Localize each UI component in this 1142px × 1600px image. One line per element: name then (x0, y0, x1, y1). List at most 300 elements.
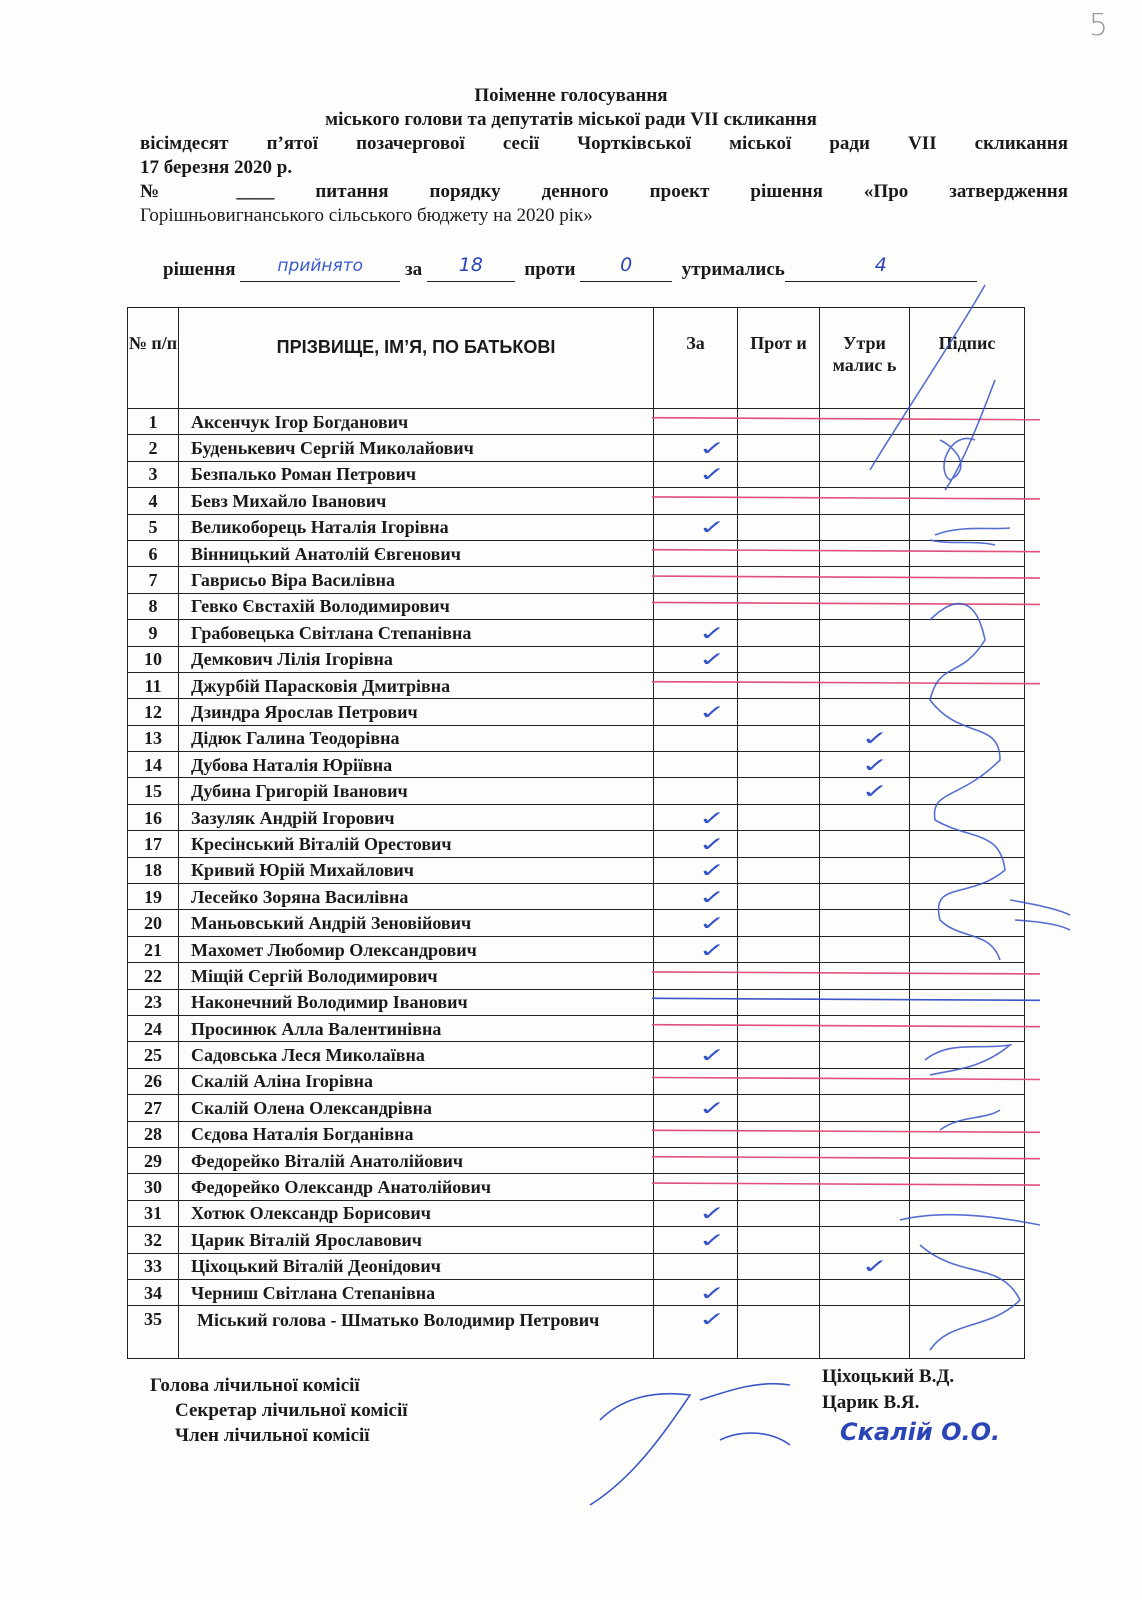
row-number: 26 (128, 1068, 179, 1094)
secretary-name: Царик В.Я. (822, 1392, 920, 1413)
vote-for-cell (654, 620, 738, 646)
vote-abstained-cell (820, 752, 910, 778)
table-row (128, 540, 1025, 566)
deputy-name: Безпалько Роман Петрович (179, 461, 654, 487)
row-number: 2 (128, 435, 179, 461)
signature-cell (910, 1121, 1025, 1147)
table-row (128, 514, 1025, 540)
signature-cell (910, 620, 1025, 646)
check-mark-icon: ✓ (698, 1280, 726, 1305)
deputy-name: Дубова Наталія Юріївна (179, 752, 654, 778)
deputy-name: Гаврисьо Віра Василівна (179, 567, 654, 593)
vote-against-cell (738, 1068, 820, 1094)
vote-abstained-cell (820, 540, 910, 566)
for-count: 18 (458, 254, 483, 276)
table-row (128, 1279, 1025, 1305)
table-row (128, 409, 1025, 435)
vote-for-cell (654, 514, 738, 540)
deputy-name: Дзиндра Ярослав Петрович (179, 699, 654, 725)
vote-against-cell (738, 672, 820, 698)
vote-against-cell (738, 435, 820, 461)
vote-against-cell (738, 1253, 820, 1279)
signature-cell (910, 989, 1025, 1015)
deputy-name: Буденькевич Сергій Миколайович (179, 435, 654, 461)
vote-for-cell (654, 1095, 738, 1121)
signature-cell (910, 1227, 1025, 1253)
vote-abstained-cell (820, 963, 910, 989)
vote-for-cell (654, 831, 738, 857)
signature-cell (910, 1174, 1025, 1200)
date-line: 17 березня 2020 р. (140, 157, 293, 178)
vote-for-cell (654, 857, 738, 883)
row-number: 23 (128, 989, 179, 1015)
vote-for-cell (654, 989, 738, 1015)
row-number: 31 (128, 1200, 179, 1226)
table-row (128, 989, 1025, 1015)
vote-against-cell (738, 1015, 820, 1041)
check-mark-icon: ✓ (861, 752, 889, 777)
vote-abstained-cell (820, 1227, 910, 1253)
vote-against-cell (738, 593, 820, 619)
vote-against-cell (738, 1147, 820, 1173)
vote-abstained-cell (820, 857, 910, 883)
vote-abstained-cell (820, 989, 910, 1015)
signature-cell (910, 540, 1025, 566)
for-label: за (405, 259, 423, 280)
vote-against-cell (738, 1306, 820, 1359)
signature-cell (910, 936, 1025, 962)
deputy-name: Бевз Михайло Іванович (179, 488, 654, 514)
check-mark-icon: ✓ (698, 884, 726, 909)
table-row (128, 461, 1025, 487)
deputy-name: Дідюк Галина Теодорівна (179, 725, 654, 751)
row-number: 10 (128, 646, 179, 672)
table-row (128, 620, 1025, 646)
vote-for-cell (654, 1227, 738, 1253)
signature-cell (910, 1200, 1025, 1226)
row-number: 11 (128, 672, 179, 698)
table-row (128, 646, 1025, 672)
table-row (128, 831, 1025, 857)
against-label: проти (524, 259, 576, 280)
vote-for-cell (654, 910, 738, 936)
vote-against-cell (738, 1279, 820, 1305)
vote-against-cell (738, 514, 820, 540)
vote-against-cell (738, 857, 820, 883)
vote-for-cell (654, 804, 738, 830)
vote-abstained-cell (820, 1095, 910, 1121)
check-mark-icon: ✓ (698, 515, 726, 540)
decision-result-blank (240, 256, 400, 282)
vote-abstained-cell (820, 778, 910, 804)
deputy-name: Черниш Світлана Степанівна (179, 1279, 654, 1305)
vote-abstained-cell (820, 1068, 910, 1094)
table-row (128, 1253, 1025, 1279)
vote-for-cell (654, 1279, 738, 1305)
deputy-name: Хотюк Олександр Борисович (179, 1200, 654, 1226)
table-row (128, 1095, 1025, 1121)
check-mark-icon: ✓ (698, 462, 726, 487)
deputy-name: Грабовецька Світлана Степанівна (179, 620, 654, 646)
header-name: ПРІЗВИЩЕ, ІМ’Я, ПО БАТЬКОВІ (179, 308, 654, 409)
table-row (128, 725, 1025, 751)
for-count-blank (427, 254, 515, 282)
table-row (128, 1306, 1025, 1359)
vote-against-cell (738, 567, 820, 593)
table-row (128, 778, 1025, 804)
deputy-name: Федорейко Олександр Анатолійович (179, 1174, 654, 1200)
deputy-name: Сєдова Наталія Богданівна (179, 1121, 654, 1147)
vote-for-cell (654, 461, 738, 487)
deputy-name: Скалій Олена Олександрівна (179, 1095, 654, 1121)
row-number: 34 (128, 1279, 179, 1305)
row-number: 15 (128, 778, 179, 804)
vote-against-cell (738, 778, 820, 804)
vote-for-cell (654, 1121, 738, 1147)
vote-for-cell (654, 567, 738, 593)
commission-signature (720, 1433, 790, 1445)
check-mark-icon: ✓ (698, 911, 726, 936)
vote-for-cell (654, 540, 738, 566)
signature-cell (910, 1147, 1025, 1173)
commission-signature (590, 1384, 790, 1505)
vote-for-cell (654, 1200, 738, 1226)
table-row (128, 1015, 1025, 1041)
table-row (128, 936, 1025, 962)
check-mark-icon: ✓ (698, 1201, 726, 1226)
vote-abstained-cell (820, 1121, 910, 1147)
deputy-name: Садовська Леся Миколаївна (179, 1042, 654, 1068)
signature-cell (910, 699, 1025, 725)
abstained-count-blank (785, 254, 977, 282)
vote-against-cell (738, 1095, 820, 1121)
table-row (128, 488, 1025, 514)
check-mark-icon: ✓ (698, 1227, 726, 1252)
row-number: 22 (128, 963, 179, 989)
row-number: 30 (128, 1174, 179, 1200)
table-row (128, 752, 1025, 778)
table-row (128, 1174, 1025, 1200)
row-number: 7 (128, 567, 179, 593)
deputy-name: Лесейко Зоряна Василівна (179, 884, 654, 910)
against-count: 0 (620, 254, 633, 276)
table-row (128, 1200, 1025, 1226)
row-number: 25 (128, 1042, 179, 1068)
vote-abstained-cell (820, 1042, 910, 1068)
table-row (128, 593, 1025, 619)
signature-cell (910, 514, 1025, 540)
table-body (128, 409, 1025, 1359)
check-mark-icon: ✓ (698, 937, 726, 962)
vote-against-cell (738, 409, 820, 435)
roll-call-table (127, 307, 1025, 1359)
vote-abstained-cell (820, 910, 910, 936)
row-number: 13 (128, 725, 179, 751)
check-mark-icon: ✓ (698, 620, 726, 645)
secretary-label: Секретар лічильної комісії (175, 1400, 408, 1421)
vote-for-cell (654, 936, 738, 962)
vote-against-cell (738, 936, 820, 962)
decision-label: рішення (163, 259, 236, 280)
vote-for-cell (654, 752, 738, 778)
table-row (128, 435, 1025, 461)
row-number: 28 (128, 1121, 179, 1147)
vote-for-cell (654, 593, 738, 619)
row-number: 4 (128, 488, 179, 514)
agenda-text: № ____ питання порядку денного проект рішення «Про затвердження (140, 181, 1068, 202)
table-row (128, 963, 1025, 989)
vote-against-cell (738, 1042, 820, 1068)
vote-abstained-cell (820, 488, 910, 514)
vote-for-cell (654, 963, 738, 989)
deputy-name: Аксенчук Ігор Богданович (179, 409, 654, 435)
vote-abstained-cell (820, 1174, 910, 1200)
signature-cell (910, 857, 1025, 883)
header-for: За (654, 308, 738, 409)
signature-cell (910, 804, 1025, 830)
chair-name: Ціхоцький В.Д. (822, 1366, 955, 1387)
row-number: 33 (128, 1253, 179, 1279)
vote-for-cell (654, 646, 738, 672)
vote-abstained-cell (820, 884, 910, 910)
check-mark-icon: ✓ (698, 1307, 726, 1332)
signature-cell (910, 593, 1025, 619)
vote-abstained-cell (820, 831, 910, 857)
table-row (128, 672, 1025, 698)
vote-abstained-cell (820, 1015, 910, 1041)
signature-cell (910, 1042, 1025, 1068)
check-mark-icon: ✓ (698, 436, 726, 461)
document-title: Поіменне голосування (474, 85, 668, 106)
decision-result-handwritten: прийнято (277, 256, 364, 276)
vote-abstained-cell (820, 593, 910, 619)
vote-abstained-cell (820, 1147, 910, 1173)
table-row (128, 1121, 1025, 1147)
row-number: 16 (128, 804, 179, 830)
vote-abstained-cell (820, 804, 910, 830)
table-row (128, 699, 1025, 725)
row-number: 12 (128, 699, 179, 725)
row-number: 8 (128, 593, 179, 619)
signature-cell (910, 884, 1025, 910)
table-row (128, 1227, 1025, 1253)
check-mark-icon: ✓ (698, 805, 726, 830)
row-number: 29 (128, 1147, 179, 1173)
vote-for-cell (654, 1042, 738, 1068)
signature-cell (910, 910, 1025, 936)
table-row (128, 1147, 1025, 1173)
header-signature: Підпис (910, 308, 1025, 409)
vote-for-cell (654, 435, 738, 461)
vote-against-cell (738, 963, 820, 989)
row-number: 24 (128, 1015, 179, 1041)
check-mark-icon: ✓ (698, 647, 726, 672)
vote-abstained-cell (820, 567, 910, 593)
header-number: № п/п (128, 308, 179, 409)
deputy-name: Федорейко Віталій Анатолійович (179, 1147, 654, 1173)
vote-for-cell (654, 1147, 738, 1173)
check-mark-icon: ✓ (698, 699, 726, 724)
check-mark-icon: ✓ (698, 1095, 726, 1120)
vote-against-cell (738, 699, 820, 725)
signature-cell (910, 831, 1025, 857)
vote-for-cell (654, 488, 738, 514)
vote-for-cell (654, 884, 738, 910)
deputy-name: Демкович Лілія Ігорівна (179, 646, 654, 672)
signature-cell (910, 672, 1025, 698)
row-number: 19 (128, 884, 179, 910)
vote-against-cell (738, 831, 820, 857)
vote-against-cell (738, 620, 820, 646)
vote-against-cell (738, 910, 820, 936)
deputy-name: Маньовський Андрій Зеновійович (179, 910, 654, 936)
agenda-line-2: Горішньовигнанського сільського бюджету на 2020 рік» (140, 205, 593, 226)
deputy-name: Міщій Сергій Володимирович (179, 963, 654, 989)
vote-abstained-cell (820, 699, 910, 725)
signature-cell (910, 752, 1025, 778)
vote-for-cell (654, 672, 738, 698)
deputy-name: Великоборець Наталія Ігорівна (179, 514, 654, 540)
deputy-name: Гевко Євстахій Володимирович (179, 593, 654, 619)
signature-cell (910, 435, 1025, 461)
signature-cell (910, 725, 1025, 751)
deputy-name: Ціхоцький Віталій Деонідович (179, 1253, 654, 1279)
row-number: 14 (128, 752, 179, 778)
signature-cell (910, 461, 1025, 487)
vote-abstained-cell (820, 514, 910, 540)
table-row (128, 567, 1025, 593)
vote-against-cell (738, 1121, 820, 1147)
vote-against-cell (738, 725, 820, 751)
vote-for-cell (654, 1306, 738, 1359)
deputy-name: Царик Віталій Ярославович (179, 1227, 654, 1253)
row-number: 18 (128, 857, 179, 883)
row-number: 32 (128, 1227, 179, 1253)
vote-abstained-cell (820, 1253, 910, 1279)
vote-against-cell (738, 488, 820, 514)
row-number: 9 (128, 620, 179, 646)
table-row (128, 1068, 1025, 1094)
vote-against-cell (738, 1200, 820, 1226)
vote-for-cell (654, 699, 738, 725)
signature-cell (910, 778, 1025, 804)
check-mark-icon: ✓ (698, 831, 726, 856)
row-number: 20 (128, 910, 179, 936)
commission-signatures (590, 1384, 790, 1505)
signature-cell (910, 1095, 1025, 1121)
vote-against-cell (738, 540, 820, 566)
signature-cell (910, 1253, 1025, 1279)
agenda-line (140, 180, 1068, 204)
decision-summary (163, 254, 977, 282)
vote-abstained-cell (820, 1279, 910, 1305)
row-number: 3 (128, 461, 179, 487)
signature-cell (910, 1068, 1025, 1094)
vote-for-cell (654, 1015, 738, 1041)
vote-abstained-cell (820, 1306, 910, 1359)
vote-abstained-cell (820, 435, 910, 461)
vote-for-cell (654, 1174, 738, 1200)
table-row (128, 1042, 1025, 1068)
row-number: 35 (128, 1306, 179, 1359)
row-number: 17 (128, 831, 179, 857)
session-line: вісімдесят п’ятої позачергової сесії Чортківської міської ради VII скликання (140, 133, 1068, 154)
table-header-row (128, 308, 1025, 409)
member-name-handwritten: Скалій О.О. (840, 1418, 1001, 1446)
check-mark-icon: ✓ (861, 1254, 889, 1279)
vote-against-cell (738, 1174, 820, 1200)
deputy-name: Кривий Юрій Михайлович (179, 857, 654, 883)
vote-against-cell (738, 1227, 820, 1253)
deputy-name: Вінницький Анатолій Євгенович (179, 540, 654, 566)
vote-against-cell (738, 884, 820, 910)
chair-label: Голова лічильної комісії (150, 1375, 360, 1396)
vote-abstained-cell (820, 1200, 910, 1226)
signature-cell (910, 567, 1025, 593)
table-row (128, 804, 1025, 830)
vote-for-cell (654, 778, 738, 804)
signature-cell (910, 1015, 1025, 1041)
vote-for-cell (654, 1253, 738, 1279)
vote-against-cell (738, 646, 820, 672)
vote-for-cell (654, 725, 738, 751)
deputy-name: Міський голова - Шматько Володимир Петрович (179, 1306, 654, 1359)
page-corner-mark: 5 (1088, 8, 1108, 43)
vote-for-cell (654, 409, 738, 435)
abstained-label: утримались (681, 259, 785, 280)
deputy-name: Зазуляк Андрій Ігорович (179, 804, 654, 830)
signature-cell (910, 409, 1025, 435)
header-against: Прот и (738, 308, 820, 409)
row-number: 5 (128, 514, 179, 540)
deputy-name: Дубина Григорій Іванович (179, 778, 654, 804)
vote-abstained-cell (820, 646, 910, 672)
vote-abstained-cell (820, 936, 910, 962)
table-row (128, 857, 1025, 883)
signature-cell (910, 1306, 1025, 1359)
deputy-name: Джурбій Парасковія Дмитрівна (179, 672, 654, 698)
check-mark-icon: ✓ (861, 726, 889, 751)
deputy-name: Махомет Любомир Олександрович (179, 936, 654, 962)
abstained-count: 4 (874, 254, 887, 276)
vote-for-cell (654, 1068, 738, 1094)
deputy-name: Кресінський Віталій Орестович (179, 831, 654, 857)
signature-cell (910, 488, 1025, 514)
check-mark-icon: ✓ (698, 858, 726, 883)
check-mark-icon: ✓ (861, 779, 889, 804)
deputy-name: Скалій Аліна Ігорівна (179, 1068, 654, 1094)
vote-abstained-cell (820, 409, 910, 435)
vote-against-cell (738, 752, 820, 778)
table-row (128, 884, 1025, 910)
vote-abstained-cell (820, 461, 910, 487)
vote-abstained-cell (820, 725, 910, 751)
member-label: Член лічильної комісії (175, 1425, 370, 1446)
row-number: 6 (128, 540, 179, 566)
vote-against-cell (738, 804, 820, 830)
vote-against-cell (738, 989, 820, 1015)
against-count-blank (580, 254, 672, 282)
row-number: 1 (128, 409, 179, 435)
signature-cell (910, 1279, 1025, 1305)
signature-cell (910, 646, 1025, 672)
vote-abstained-cell (820, 672, 910, 698)
row-number: 21 (128, 936, 179, 962)
check-mark-icon: ✓ (698, 1043, 726, 1068)
document-subtitle: міського голови та депутатів міської ради VII скликання (325, 109, 817, 130)
deputy-name: Наконечний Володимир Іванович (179, 989, 654, 1015)
vote-against-cell (738, 461, 820, 487)
